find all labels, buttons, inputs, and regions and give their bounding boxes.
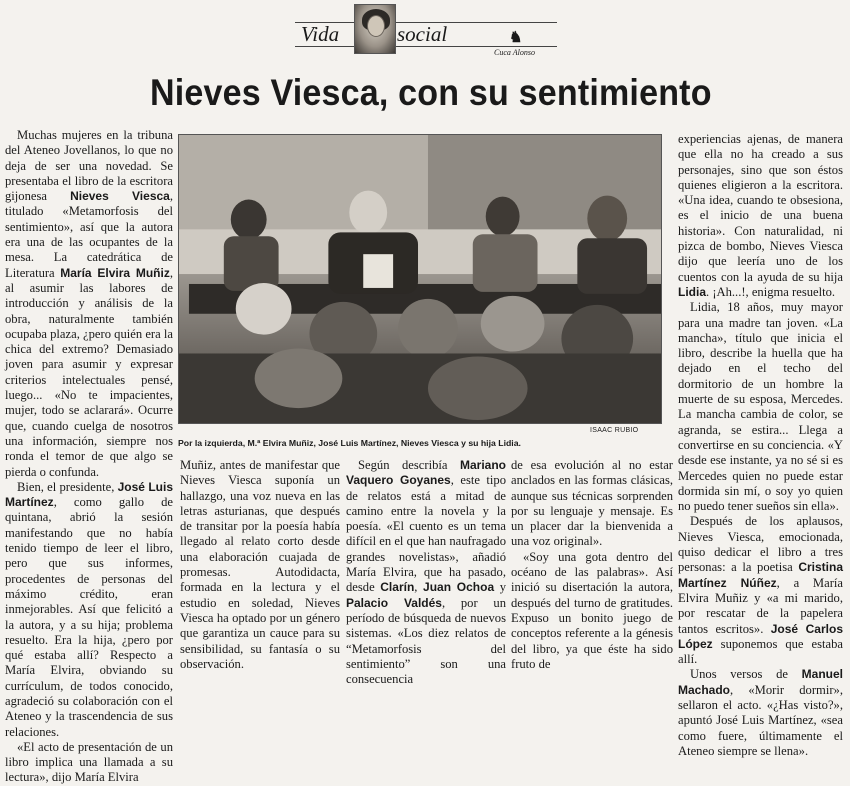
text-run: Después de los aplausos, Nieves Viesca, emocionada, quiso dedicar el libro a tres personas: a la poetisa	[678, 514, 843, 575]
article-paragraph	[346, 458, 506, 687]
columnist-signature: Cuca Alonso	[494, 48, 535, 57]
text-run: Muchas mujeres en la tribuna del Ateneo Jovellanos, lo que no deja de ser una novedad. Se presentaba el libro de la escritora gijonesa	[5, 128, 173, 204]
text-run: , al asumir las labores de introducción y análisis de la obra, naturalmente también ocupaba plaza, ¿pero quién era la chica del extremo? Demasiado joven para asumir y expresar criterios intelectuales pensé, luego... «No te impacientes, mujer, todo se aclarará». Ocurre que, cuando cuelga de nosotros una información, siempre nos ronda el temor de que algo se pierda o confunda.	[5, 265, 173, 479]
text-run: , este tipo de relatos está a mitad de camino entre la novela y la poesía. «El cuento es un tema difícil en el que han naufragado grandes novelistas», añadió María Elvira, que ha pasado, desde	[346, 473, 507, 595]
text-run: . ¡Ah...!, enigma resuelto.	[706, 284, 836, 299]
section-header	[281, 4, 571, 62]
article-paragraph	[180, 458, 340, 672]
text-run: de esa evolución al no estar anclados en las formas clásicas, aunque sus técnicas sorprenden por su lenguaje y mensaje. Es un placer dar la bienvenida a una voz original».	[511, 458, 673, 549]
text-run: suponemos que estaba allí.	[678, 636, 843, 667]
article-paragraph	[5, 740, 173, 786]
text-run: Según describía	[358, 458, 460, 472]
person-name: Nieves Viesca	[70, 189, 170, 204]
portrait-face	[367, 15, 385, 37]
article-paragraph	[511, 550, 673, 672]
person-name: Juan Ochoa	[423, 580, 495, 595]
text-run: Muñiz, antes de manifestar que Nieves Viesca suponía un hallazgo, una voz nueva en las letras asturianas, que después de transitar por la poesía había llegado al relato corto desde una elaboración cuajada de promesas. Autodidacta, formada en la lectura y el estudio en soledad, Nieves Viesca ha optado por un género que garantiza un cauce para su sensibilidad, su fantasía o su observación.	[180, 458, 340, 671]
article-column-4	[511, 458, 673, 672]
text-run: , a María Elvira Muñiz y «a mi marido, por rescatar de la papelera tantos escritos».	[678, 575, 843, 636]
text-run: , titulado «Metamorfosis del sentimiento», así que la autora era una de las ocupantes de la mesa. La catedrática de Literatura	[5, 189, 173, 280]
text-run: , «Morir dormir», sellaron el acto. «¿Has visto?», apuntó José Luis Martínez, «sea como fuere, últimamente el Ateneo siempre se llena».	[678, 682, 843, 758]
article-paragraph	[678, 514, 843, 667]
person-name: Mariano Vaquero Goyanes	[346, 458, 506, 488]
article-column-1	[5, 128, 173, 786]
article-column-5	[678, 132, 843, 759]
article-paragraph	[678, 132, 843, 300]
article-paragraph	[678, 300, 843, 514]
person-name: Clarín	[380, 580, 415, 595]
person-name: José Luis Martínez	[5, 479, 173, 510]
text-run: Unos versos de	[690, 667, 802, 682]
article-paragraph	[5, 480, 173, 740]
text-run: Bien, el presidente,	[17, 479, 118, 494]
article-column-3	[346, 458, 506, 687]
person-name: Lidia	[678, 284, 707, 299]
person-name: Palacio Valdés	[346, 595, 442, 610]
person-name: Manuel Machado	[678, 667, 843, 697]
text-run: , por un período de búsqueda de nuevos sistemas. «Los diez relatos de “Metamorfosis del sentimiento” son una consecuencia	[346, 595, 506, 687]
text-run: Lidia, 18 años, muy mayor para una madre tan joven. «La mancha», título que inicia el libro, describe la huella que ha dejado en el techo del dormitorio de un hombre la muerte de su esposa, Mercedes. La mancha cambia de color, se agranda, se estira... Llega a convertirse en su conciencia. «Y desde ese instante, ya no sé si es Mercedes quien no puede estar dormida sin mí, o soy yo quien no puedo tener sueños sin ella».	[678, 300, 843, 514]
column-logo-icon: ♞	[509, 30, 523, 46]
person-name: Cristina Martínez Núñez	[678, 560, 843, 590]
photo-caption: Por la izquierda, M.ª Elvira Muñiz, José Luis Martínez, Nieves Viesca y su hija Lidia.	[178, 438, 521, 448]
person-name: María Elvira Muñiz	[60, 265, 170, 280]
columnist-portrait	[354, 4, 396, 54]
section-title-left: Vida	[301, 22, 340, 46]
article-photo	[178, 134, 662, 424]
text-run: , como gallo de quintana, abrió la sesión manifestando que no había tenido tiempo de leer el libro, pero que sus informes, procedentes de personas del máximo crédito, eran inmejorables. Así que felicitó a la autora, y a su hija; problema resuelto. Era la hija, ¿pero por qué estaba allí? Respecto a María Elvira, obviando su currículum, de todos conocido, agradeció su colaboración con el Ateneo y la trascendencia de sus relaciones.	[5, 495, 173, 739]
text-run: y	[494, 580, 507, 595]
person-name: José Carlos López	[678, 621, 843, 651]
text-run: experiencias ajenas, de manera que ella no ha creado a sus personajes, sino que son éstos quienes eligieron a la escritora. «Una idea, cuando te obsesiona, es el inicio de una buena historia». Con naturalidad, ni pizca de bombo, Nieves Viesca dijo que leería uno de los cuentos con la ayuda de su hija	[678, 132, 843, 284]
article-headline: Nieves Viesca, con su sentimiento	[150, 72, 712, 113]
text-run: ,	[414, 580, 424, 595]
photo-credit: ISAAC RUBIO	[590, 427, 639, 434]
section-title-right: social	[397, 22, 448, 46]
article-paragraph	[678, 667, 843, 759]
article-paragraph	[511, 458, 673, 550]
text-run: «Soy una gota dentro del océano de las palabras». Así inició su disertación la autora, después del turno de gratitudes. Expuso un bonito juego de conceptos referente a la génesis del libro, ya que éste ha sido fruto de	[511, 549, 673, 671]
photo-illustration	[179, 135, 661, 423]
text-run: «El acto de presentación de un libro implica una llamada a su lectura», dijo María Elvira	[5, 739, 173, 785]
article-paragraph	[5, 128, 173, 480]
article-column-2	[180, 458, 340, 672]
